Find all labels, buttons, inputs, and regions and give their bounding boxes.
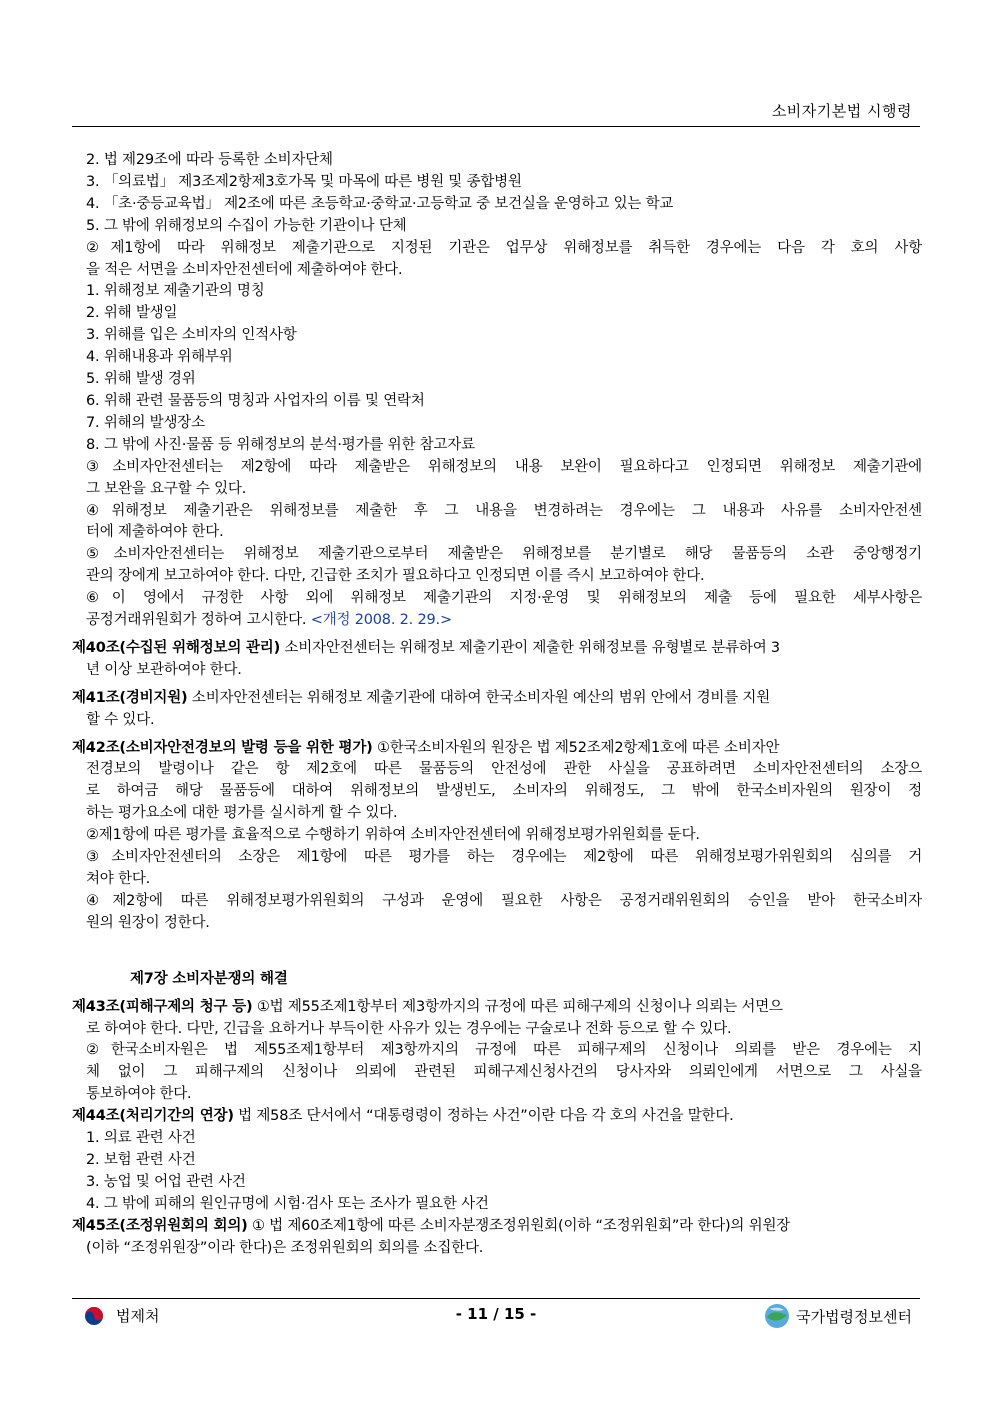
article-text: 소비자안전센터는 위해정보 제출기관이 제출한 위해정보를 유형별로 분류하여 3 [280,639,780,656]
text-line: 3. 위해를 입은 소비자의 인적사항 [86,327,297,344]
article-text: ① 법 제60조제1항에 따른 소비자분쟁조정위원회(이하 “조정위원회”라 한다)의 위원장 [247,1217,791,1234]
article-line [72,1106,922,1128]
text-line: 7. 위해의 발생장소 [86,414,205,431]
text-line: ③소비자안전센터는 제2항에 따라 제출받은 위해정보의 내용 보완이 필요하다고 인정되면 위해정보 제출기관에 [86,458,922,475]
text-line: 2. 위해 발생일 [86,305,178,322]
article-continuation-line: 로 하여금 해당 물품등에 대하여 위해정보의 발생빈도, 소비자의 위해정도, 그 밖에 한국소비자원의 원장이 정 [86,783,922,800]
globe-logo-icon [764,1303,790,1329]
article-line [72,638,922,660]
article-line [72,738,922,760]
article-title: 제43조(피해구제의 청구 등) [72,998,253,1015]
article-continuation-line: 원의 원장이 정한다. [86,914,210,931]
article-title: 제40조(수집된 위해정보의 관리) [72,639,281,656]
article-continuation-line: 로 하여야 한다. 다만, 긴급을 요하거나 부득이한 사유가 있는 경우에는 구술로나 전화 등으로 할 수 있다. [86,1020,732,1037]
article-text: 소비자안전센터는 위해정보 제출기관에 대하여 한국소비자원 예산의 범위 안에서 경비를 지원 [187,689,771,706]
article-title: 제42조(소비자안전경보의 발령 등을 위한 평가) [72,739,373,756]
text-line: 1. 위해정보 제출기관의 명칭 [86,283,265,300]
article-continuation-line: 할 수 있다. [86,711,155,728]
text-line: 을 적은 서면을 소비자안전센터에 제출하여야 한다. [86,261,403,278]
article-line [72,1216,922,1238]
article-continuation-line: 4. 그 밖에 피해의 원인규명에 시험·검사 또는 조사가 필요한 사건 [86,1195,489,1212]
article-continuation-line: 1. 의료 관련 사건 [86,1130,196,1147]
article-continuation-line: 년 이상 보관하여야 한다. [86,661,242,678]
spacer [72,935,922,969]
article-continuation-line: ④제2항에 따른 위해정보평가위원회의 구성과 운영에 필요한 사항은 공정거래위원회의 승인을 받아 한국소비자 [86,892,922,909]
article-continuation-line: 2. 보험 관련 사건 [86,1151,196,1168]
chapter-heading: 제7장 소비자분쟁의 해결 [130,970,288,987]
article-continuation-line: 3. 농업 및 어업 관련 사건 [86,1173,246,1190]
article-line [72,688,922,710]
article-continuation-line: ②제1항에 따른 평가를 효율적으로 수행하기 위하여 소비자안전센터에 위해정보평가위원회를 둔다. [86,827,700,844]
article-continuation-line: ③소비자안전센터의 소장은 제1항에 따른 평가를 하는 경우에는 제2항에 따른 위해정보평가위원회의 심의를 거 [86,849,922,866]
article-text: 법 제58조 단서에서 “대통령령이 정하는 사건”이란 다음 각 호의 사건을 말한다. [233,1108,734,1125]
header-divider [72,126,920,127]
text-line: 그 보완을 요구할 수 있다. [86,480,247,497]
text-line: ⑤소비자안전센터는 위해정보 제출기관으로부터 제출받은 위해정보를 분기별로 해당 물품등의 소관 중앙행정기 [86,546,922,563]
text-line: ②제1항에 따라 위해정보 제출기관으로 지정된 기관은 업무상 위해정보를 취득한 경우에는 다음 각 호의 사항 [86,239,922,256]
article-text: ①한국소비자원의 원장은 법 제52조제2항제1호에 따른 소비자안 [372,739,780,756]
page-number: - 11 / 15 - [455,1305,537,1323]
article-continuation-line: ②한국소비자원은 법 제55조제1항부터 제3항까지의 규정에 따른 피해구제의 신청이나 의뢰를 받은 경우에는 지 [86,1042,922,1059]
article-continuation-line: 체 없이 그 피해구제의 신청이나 의뢰에 관련된 피해구제신청사건의 당사자와 의뢰인에게 서면으로 그 사실을 [86,1064,922,1081]
text-line: 터에 제출하여야 한다. [86,524,224,541]
text-line [72,610,922,632]
article-continuation-line: 통보하여야 한다. [86,1086,192,1103]
text-line: 4. 위해내용과 위해부위 [86,349,233,366]
footer-right [764,1303,912,1329]
text-line: 관의 장에게 보고하여야 한다. 다만, 긴급한 조치가 필요하다고 인정되면 이를 즉시 보고하여야 한다. [86,568,705,585]
article-continuation-line: 쳐야 한다. [86,871,151,887]
article-title: 제41조(경비지원) [72,689,188,706]
footer-divider [72,1298,920,1299]
text-line: 2. 법 제29조에 따라 등록한 소비자단체 [86,152,333,168]
footer-right-label: 국가법령정보센터 [796,1307,912,1326]
article-title: 제45조(조정위원회의 회의) [72,1217,248,1234]
text-line: 5. 위해 발생 경위 [86,371,196,388]
amendment-note: <개정 2008. 2. 29.> [310,612,452,629]
text-line: 6. 위해 관련 물품등의 명칭과 사업자의 이름 및 연락처 [86,392,425,409]
text-line: 4. 「초·중등교육법」 제2조에 따른 초등학교·중학교·고등학교 중 보건실을 운영하고 있는 학교 [86,195,674,212]
text-line: ④위해정보 제출기관은 위해정보를 제출한 후 그 내용을 변경하려는 경우에는 그 내용과 사유를 소비자안전센 [86,502,922,519]
text-line: 5. 그 밖에 위해정보의 수집이 가능한 기관이나 단체 [86,217,407,234]
text-line: ⑥이 영에서 규정한 사항 외에 위해정보 제출기관의 지정·운영 및 위해정보의 제출 등에 필요한 세부사항은 [86,590,922,607]
text-line: 3. 「의료법」 제3조제2항제3호가목 및 마목에 따른 병원 및 종합병원 [86,173,522,190]
article-continuation-line: 전경보의 발령이나 같은 항 제2호에 따른 물품등의 안전성에 관한 사실을 공표하려면 소비자안전센터의 소장으 [86,761,922,778]
document-body [72,150,922,1260]
text-line: 8. 그 밖에 사진·물품 등 위해정보의 분석·평가를 위한 참고자료 [86,436,475,453]
header-title: 소비자기본법 시행령 [771,102,912,120]
article-line [72,997,922,1019]
article-title: 제44조(처리기간의 연장) [72,1108,234,1125]
line-text: 공정거래위원회가 정하여 고시한다. [86,612,311,629]
article-continuation-line: (이하 “조정위원장”이라 한다)은 조정위원회의 회의를 소집한다. [86,1239,484,1256]
article-text: ①법 제55조제1항부터 제3항까지의 규정에 따른 피해구제의 신청이나 의뢰는 서면으 [252,998,783,1015]
article-continuation-line: 하는 평가요소에 대한 평가를 실시하게 할 수 있다. [86,805,398,822]
footer-left-label: 법제처 [116,1307,160,1325]
